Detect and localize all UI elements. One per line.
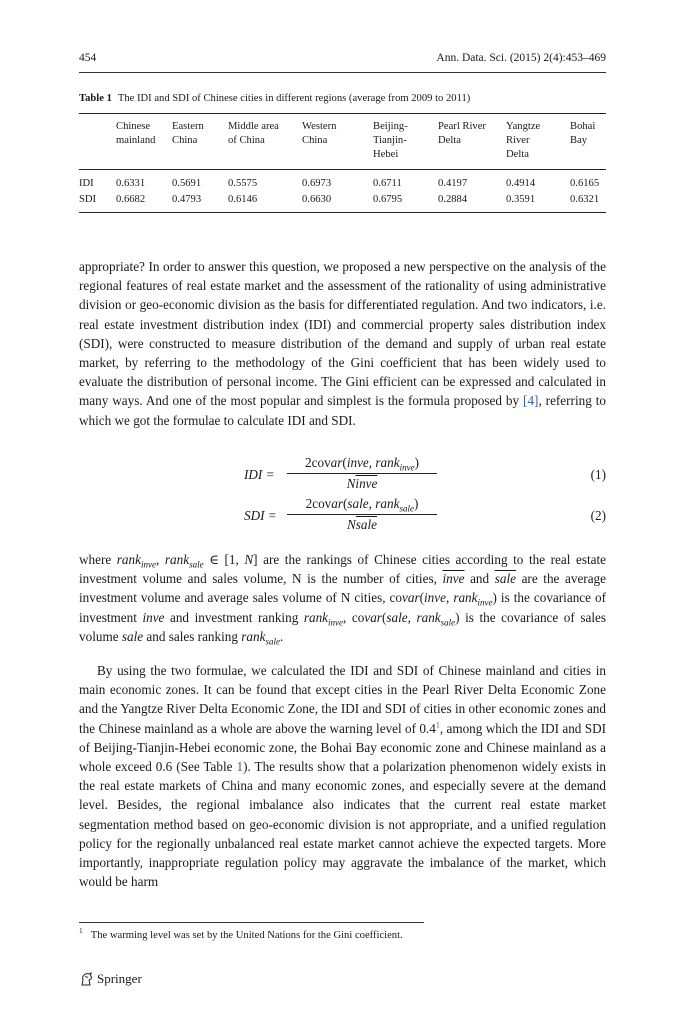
table-cell: 0.6321: [570, 193, 600, 205]
publisher-name: Springer: [97, 971, 142, 986]
table-cell: 0.6711: [373, 177, 402, 189]
header-rule: [79, 72, 606, 73]
equation-number: (1): [590, 467, 606, 482]
table-header-row: [79, 114, 606, 170]
data-table: [79, 113, 606, 213]
table-caption: [79, 93, 470, 104]
table-label: Table 1: [79, 93, 112, 104]
table-cell: 0.4793: [172, 193, 202, 205]
running-header: [79, 52, 606, 70]
footnote-mark: 1: [79, 926, 83, 936]
footnote-marker-link[interactable]: 1: [435, 720, 440, 730]
table-reference-link[interactable]: 1: [236, 759, 244, 775]
page-number: 454: [79, 52, 97, 64]
table-row: [79, 192, 606, 213]
column-header: Pearl River Delta: [438, 121, 486, 147]
table-cell: 0.6331: [116, 177, 146, 189]
column-header: Eastern China: [172, 121, 204, 147]
table-cell: 0.6682: [116, 193, 146, 205]
column-header: Western China: [302, 121, 337, 147]
paragraph-text: , referring to which we got the formulae to calculate IDI and SDI.: [79, 393, 606, 428]
paragraph-results: By using the two formulae, we calculated the IDI and SDI of Chinese mainland and cities in main economic zones. It can be found that except cities in the Pearl River Delta Economic Zone and the Yangtze River Delta Economic Zone, the IDI and SDI of cities in other economic zones and the Chinese mainland as a whole are above the warning level of 0.4$^1$, among which the IDI and SDI of Beijing-Tianjin-Hebei economic zone, the Bohai Bay economic zone and Chinese mainland as a whole exceed 0.6 (See Table 1). The results show that a polarization phenomenon widely exists in the real estate markets of China and many economic zones, and especially severe at the demand level. Besides, the regional imbalance also indicates that the current real estate market segmentation method based on geo-economic division is not appropriate, and a unified regulation policy for the regionally unbalanced real estate market cannot achieve the expected targets. More importantly, inappropriate regulation policy may aggravate the imbalance of the market, which would be harm: [79, 663, 606, 890]
table-cell: 0.6973: [302, 177, 332, 189]
equation-sdi: [79, 496, 606, 536]
equation-lhs: SDI =: [244, 508, 277, 523]
springer-horse-icon: [79, 971, 95, 987]
table-cell: 0.4197: [438, 177, 468, 189]
column-header: Beijing-Tianjin-Hebei: [373, 121, 408, 161]
footnote: [79, 926, 403, 941]
equation-number: (2): [590, 508, 606, 523]
footnote-text: The warming level was set by the United Nations for the Gini coefficient.: [90, 930, 403, 941]
paragraph-text: appropriate? In order to answer this question, we proposed a new perspective on the analysis of the regional features of real estate market and the assessment of the rationality of using administrative division or geo-economic division as the basis for differentiated regulation. And two indicators, i.e. real estate investment distribution index (IDI) and commercial property sales distribution index (SDI), were constructed to measure distribution of the demand and supply of urban real estate market, by referring to the methodology of the Gini coefficient that has been widely used to evaluate the distribution of personal income. The Gini efficient can be expressed and calculated in many ways. And one of the most popular and simplest is the formula proposed by: [79, 259, 606, 409]
row-label: IDI: [79, 177, 94, 189]
table-cell: 0.5691: [172, 177, 202, 189]
table-caption-text: The IDI and SDI of Chinese cities in different regions (average from 2009 to 2011): [117, 93, 471, 104]
row-label: SDI: [79, 193, 97, 205]
equation-lhs: IDI =: [244, 467, 275, 482]
table-corner: [79, 114, 116, 170]
journal-citation: Ann. Data. Sci. (2015) 2(4):453–469: [436, 52, 606, 64]
table-cell: 0.2884: [438, 193, 468, 205]
table-cell: 0.3591: [506, 193, 536, 205]
equation-fraction: 2covar(inve, rank$_{inve}$) Ninve: [287, 455, 437, 492]
footnote-rule: [79, 922, 424, 923]
publisher-logo: [79, 971, 142, 987]
table-cell: 0.6630: [302, 193, 332, 205]
paragraph-intro: [79, 257, 606, 430]
table-cell: 0.4914: [506, 177, 536, 189]
column-header: Yangtze River Delta: [506, 121, 541, 161]
table-cell: 0.6795: [373, 193, 403, 205]
equation-idi: [79, 455, 606, 495]
table-cell: 0.6165: [570, 177, 600, 189]
equation-fraction: 2covar(sale, rank$_{sale}$) Nsale: [287, 496, 437, 533]
paragraph-definitions: where rank$_{inve}$, rank$_{sale}$ ∈ [1, N] are the rankings of Chinese cities according to the real estate investment volume and sales volume, N is the number of cities, inve and sale are the average investment volume and average sales volume of N cities, covar(inve, rank$_{inve}$) is the covariance of investment inve and investment ranking rank$_{inve}$, covar(sale, rank$_{sale}$) is the covariance of sales volume sale and sales ranking rank$_{sale}$.: [79, 552, 607, 647]
table-cell: 0.6146: [228, 193, 258, 205]
table-row: [79, 169, 606, 192]
column-header: Bohai Bay: [570, 121, 596, 147]
citation-link[interactable]: [4]: [523, 393, 539, 409]
column-header: Middle area of China: [228, 121, 279, 147]
table-cell: 0.5575: [228, 177, 258, 189]
column-header: Chinese mainland: [116, 121, 156, 147]
